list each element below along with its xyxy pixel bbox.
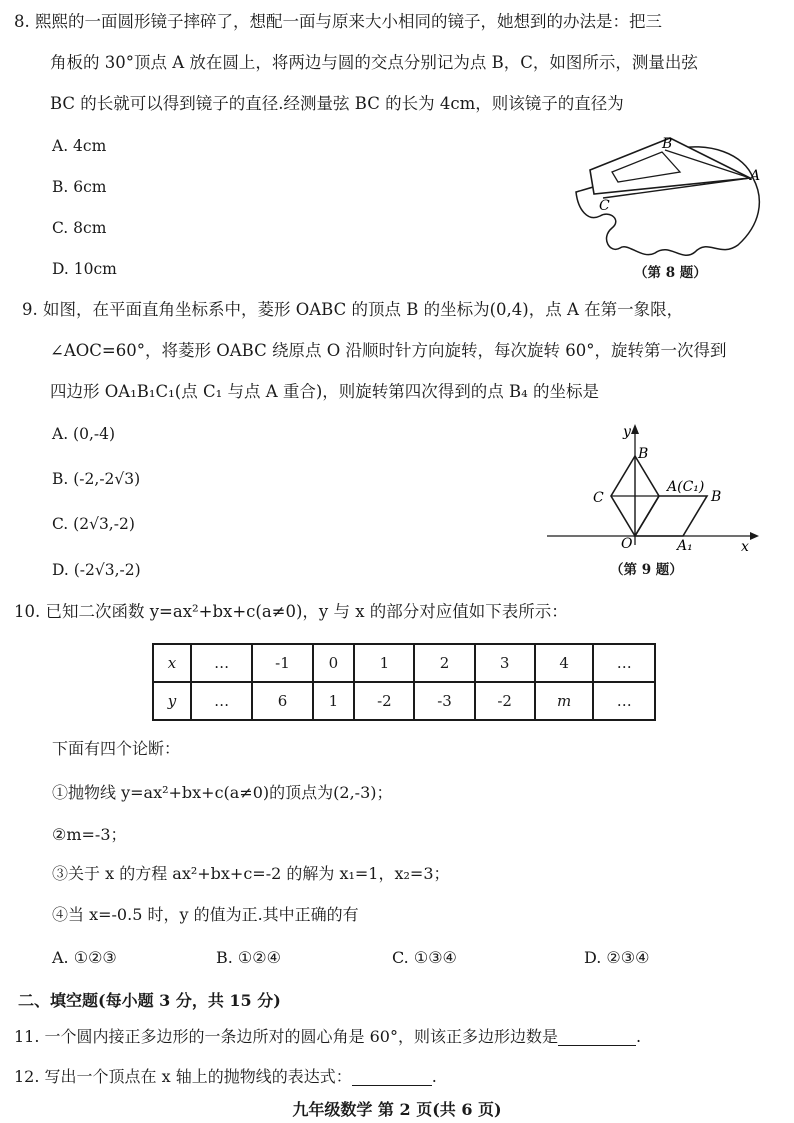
section-fill-in-blank-heading: 二、填空题(每小题 3 分，共 15 分) [18, 991, 281, 1010]
q11-line [14, 1029, 641, 1046]
q10-claim-1: ①抛物线 y=ax²+bx+c(a≠0)的顶点为(2,-3)； [52, 783, 393, 802]
q12-text: 12. 写出一个顶点在 x 轴上的抛物线的表达式： [14, 1067, 352, 1086]
q10-cell: m [535, 682, 594, 720]
q9-line-3: 四边形 OA₁B₁C₁(点 C₁ 与点 A 重合)，则旋转第四次得到的点 B₄ 的坐标是 [50, 382, 600, 401]
q8-label-a: A [750, 168, 761, 184]
q8-caption: （第 8 题） [634, 265, 707, 281]
q10-cell: … [191, 682, 252, 720]
q12-end: . [431, 1067, 437, 1086]
q10-option-d[interactable]: D. ②③④ [584, 948, 650, 967]
page-footer: 九年级数学 第 2 页(共 6 页) [292, 1100, 502, 1119]
q10-table-row-x [153, 644, 655, 682]
q8-figure [570, 130, 770, 265]
q10-claim-4: ④当 x=-0.5 时，y 的值为正.其中正确的有 [52, 905, 359, 924]
q9-label-c: C [593, 490, 604, 506]
q9-rhombus-oa1b1c1 [635, 496, 707, 536]
q9-line-1: 9. 如图，在平面直角坐标系中，菱形 OABC 的顶点 B 的坐标为(0,4)，点 A 在第一象限， [22, 300, 684, 319]
q10-claim-3: ③关于 x 的方程 ax²+bx+c=-2 的解为 x₁=1，x₂=3； [52, 864, 450, 883]
q8-option-a[interactable]: A. 4cm [52, 137, 107, 155]
q8-label-b: B [662, 136, 673, 152]
q10-cell: … [593, 644, 655, 682]
q9-label-b1: B [711, 489, 722, 505]
q10-cell: 1 [313, 682, 355, 720]
q9-y-arrow [631, 424, 639, 434]
q12-line [14, 1069, 437, 1086]
q10-cell: y [153, 682, 191, 720]
q10-cell: 0 [313, 644, 355, 682]
q10-cell: -2 [475, 682, 535, 720]
q8-option-d[interactable]: D. 10cm [52, 260, 117, 278]
q10-cell: 6 [252, 682, 312, 720]
q9-label-o: O [621, 536, 633, 552]
q12-answer-blank[interactable] [352, 1069, 432, 1086]
q9-caption: （第 9 题） [610, 562, 683, 578]
q8-label-c: C [599, 198, 610, 214]
q8-line-1: 8. 熙熙的一面圆形镜子摔碎了，想配一面与原来大小相同的镜子，她想到的办法是：把三 [14, 12, 662, 31]
q10-option-b[interactable]: B. ①②④ [216, 948, 281, 967]
q8-line-2: 角板的 30°顶点 A 放在圆上，将两边与圆的交点分别记为点 B，C，如图所示，测量出弦 [50, 53, 698, 72]
q10-cell: x [153, 644, 191, 682]
q9-line-2: ∠AOC=60°，将菱形 OABC 绕原点 O 沿顺时针方向旋转，每次旋转 60°，旋转第一次得到 [50, 341, 727, 360]
q10-table-row-y [153, 682, 655, 720]
q10-option-a[interactable]: A. ①②③ [52, 948, 117, 967]
q9-label-y: y [623, 424, 631, 440]
q10-cell: 1 [354, 644, 414, 682]
q11-end: . [635, 1027, 642, 1046]
q10-option-c[interactable]: C. ①③④ [392, 948, 457, 967]
q9-option-d[interactable]: D. (-2√3,-2) [52, 561, 141, 579]
q10-cell: 3 [475, 644, 535, 682]
q10-value-table [152, 643, 656, 721]
q10-claim-2: ②m=-3； [52, 825, 127, 844]
q10-cell: 2 [414, 644, 474, 682]
q9-label-a: A(C₁) [667, 479, 705, 495]
q11-answer-blank[interactable] [558, 1029, 636, 1046]
q8-option-c[interactable]: C. 8cm [52, 219, 107, 237]
q10-cell: 4 [535, 644, 594, 682]
q8-line-3: BC 的长就可以得到镜子的直径.经测量弦 BC 的长为 4cm，则该镜子的直径为 [50, 94, 624, 113]
q9-label-a1: A₁ [677, 538, 693, 554]
q10-cell: -2 [354, 682, 414, 720]
q9-label-x: x [741, 539, 749, 555]
q9-x-arrow [750, 532, 759, 540]
q10-cell: … [191, 644, 252, 682]
q10-intro: 下面有四个论断： [52, 739, 181, 758]
q11-text: 11. 一个圆内接正多边形的一条边所对的圆心角是 60°，则该正多边形边数是 [14, 1027, 558, 1046]
q10-line-1: 10. 已知二次函数 y=ax²+bx+c(a≠0)，y 与 x 的部分对应值如下表所示： [14, 602, 568, 621]
q10-cell: -1 [252, 644, 312, 682]
q10-cell: … [593, 682, 655, 720]
q9-option-b[interactable]: B. (-2,-2√3) [52, 470, 141, 488]
q10-cell: -3 [414, 682, 474, 720]
q9-option-a[interactable]: A. (0,-4) [52, 425, 116, 443]
q8-option-b[interactable]: B. 6cm [52, 178, 107, 196]
q9-label-b: B [638, 446, 649, 462]
q9-figure [545, 420, 765, 555]
q9-option-c[interactable]: C. (2√3,-2) [52, 515, 135, 533]
